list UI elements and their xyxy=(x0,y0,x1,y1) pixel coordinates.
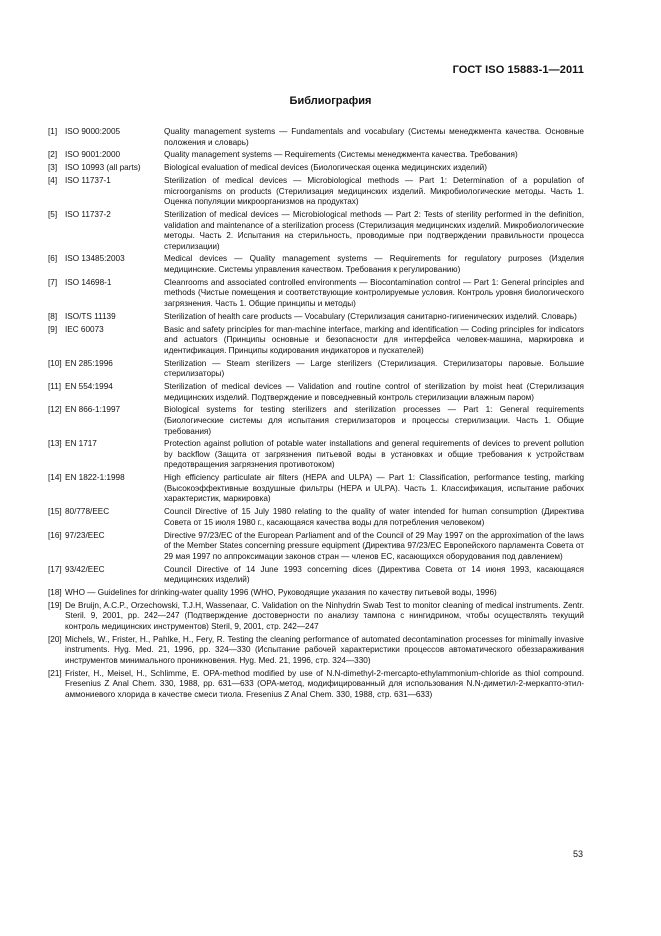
bibliography-entry xyxy=(48,531,584,563)
entry-number: [4] xyxy=(48,175,58,185)
entry-text: Sterilization of medical devices — Validation and routine control of sterilization by moist heat (Стерилизация медицинских изделий. Подтверждение и повседневный контроль стерилизации влажным паром) xyxy=(164,381,584,402)
bibliography-title: Библиография xyxy=(289,95,372,107)
bibliography-entry xyxy=(48,669,584,701)
entry-source: ISO 9000:2005 xyxy=(65,127,121,136)
entry-source: EN 554:1994 xyxy=(65,381,113,391)
entry-text: Sterilization — Steam sterilizers — Large sterilizers (Стерилизация. Стерилизаторы паровые. Большие стерилизаторы) xyxy=(164,358,584,379)
entry-number: [21] xyxy=(48,668,62,678)
bibliography-entry xyxy=(48,210,584,252)
entry-text: High efficiency particulate air filters (HEPA and ULPA) — Part 1: Classification, performance testing, marking (Высокоэффективные воздушные фильтры (HEPA и ULPA). Часть 1. Классификация, испытание рабочих характеристик, маркировка) xyxy=(164,473,584,504)
entry-number: [9] xyxy=(48,324,58,334)
entry-source: IEC 60073 xyxy=(65,324,104,334)
entry-source: 80/778/EEC xyxy=(65,507,110,517)
entry-source: EN 866-1:1997 xyxy=(65,405,121,415)
bibliography-entry xyxy=(48,163,584,174)
entry-number: [17] xyxy=(48,564,62,574)
bibliography-entry xyxy=(48,150,584,161)
entry-number: [8] xyxy=(48,311,58,321)
bibliography-entry xyxy=(48,382,584,403)
entry-number: [11] xyxy=(48,381,62,391)
entry-number: [19] xyxy=(48,600,62,610)
entry-number: [6] xyxy=(48,254,58,264)
entry-text: Quality management systems — Requirements (Системы менеджмента качества. Требования) xyxy=(164,150,518,160)
bibliography-entry xyxy=(48,601,584,633)
entry-number: [13] xyxy=(48,439,62,449)
entry-number: [2] xyxy=(48,150,58,160)
entry-source: EN 1717 xyxy=(65,439,97,449)
entry-text: Michels, W., Frister, H., Pahlke, H., Fery, R. Testing the cleaning performance of automated decontamination processes for minimally invasive instruments. Hyg. Med. 21, 1996, pp. 324—330 (Испытание рабочей характеристики процессов автоматического обеззараживания инструментов минимального проникновения. Hyg. Med. 21, 1996, стр. 324—330) xyxy=(65,634,584,665)
entry-number: [1] xyxy=(48,127,58,136)
entry-source: ISO 9001:2000 xyxy=(65,150,121,160)
entry-text: Medical devices — Quality management systems — Requirements for regulatory purposes (Изделия медицинские. Системы управления качеством. Требования к регулированию) xyxy=(164,254,584,275)
entry-text: Biological evaluation of medical devices (Биологическая оценка медицинских изделий) xyxy=(164,163,487,173)
entry-number: [7] xyxy=(48,277,58,287)
entry-source: ISO/TS 11139 xyxy=(65,311,116,321)
entry-source: ISO 11737-2 xyxy=(65,209,111,219)
bibliography-entry xyxy=(48,359,584,380)
entry-source: 93/42/EEC xyxy=(65,564,105,574)
entry-text: WHO — Guidelines for drinking-water quality 1996 (WHO, Руководящие указания по качеству питьевой воды, 1996) xyxy=(65,587,497,597)
entry-number: [15] xyxy=(48,507,62,517)
entry-text: Cleanrooms and associated controlled environments — Biocontamination control — Part 1: General principles and methods (Чистые помещения и соответствующие контролируемые условия. Контроль уровня биологического загрязнения. Часть 1. Общие принципы и методы) xyxy=(164,277,584,309)
bibliography-entry xyxy=(48,635,584,667)
entry-text: Directive 97/23/EC of the European Parliament and of the Council of 29 May 1997 on the approximation of the laws of the Member States concerning pressure equipment (Директива 97/23/ЕС Европейского парламента Совета от 29 мая 1997 по аппроксимации законов стран — членов ЕС, касающихся оборудования под давлением) xyxy=(164,530,584,561)
entry-text: Frister, H., Meisel, H., Schlimme, E. OPA-method modified by use of N.N-dimethyl-2-mercapto-ethylammonium-chloride as thiol compound. Fresenius Z Anal Chem. 330, 1988, pp. 631—633 (OPA-метод, модифицированный для использования N.N-диметил-2-меркапто-этил-аммониевого хлорида в качестве смеси тиола. Fresenius Z Anal Chem. 330, 1988, стр. 631—633) xyxy=(65,668,584,699)
entry-source: ISO 14698-1 xyxy=(65,277,112,287)
entry-source: 97/23/EEC xyxy=(65,530,105,540)
entry-text: Biological systems for testing sterilizers and sterilization processes — Part 1: General requirements (Биологические системы для испытания стерилизаторов и процессы стерилизации. Часть 1. Общие требования) xyxy=(164,405,584,436)
entry-number: [16] xyxy=(48,530,62,540)
bibliography-entry xyxy=(48,127,584,148)
entry-text: Quality management systems — Fundamentals and vocabulary (Системы менеджмента качества. Основные положения и словарь) xyxy=(164,127,584,147)
entry-source: ISO 10993 (all parts) xyxy=(65,163,141,173)
entry-number: [12] xyxy=(48,405,62,415)
page-number: 53 xyxy=(572,849,583,859)
entry-text: Council Directive of 14 June 1993 concerning dices (Директива Совета от 14 июня 1993, касающаяся медицинских изделий) xyxy=(164,564,584,585)
bibliography-entry xyxy=(48,312,584,323)
entry-number: [5] xyxy=(48,209,58,219)
bibliography-entry xyxy=(48,254,584,275)
entry-text: De Bruijn, A.C.P., Orzechowski, T.J.H, Wassenaar, C. Validation on the Ninhydrin Swab Test to monitor cleaning of medical instruments. Zentr. Steril. 9, 2001, pp. 242—247 (Подтверждение достоверности по анализу тампона с нингидрином, чтобы осуществлять текущий контроль медицинских инструментов) Steril, 9, 2001, стр. 242—247 xyxy=(65,600,584,631)
entry-text: Sterilization of health care products — Vocabulary (Стерилизация санитарно-гигиенических изделий. Словарь) xyxy=(164,311,577,321)
entry-text: Basic and safety principles for man-machine interface, marking and identification — Coding principles for indicators and actuators (Принципы основные и безопасности для интерфейса человек-машина, маркировка и идентификация. Принципы кодирования индикаторов и пускателей) xyxy=(164,324,584,355)
entry-source: ISO 11737-1 xyxy=(65,175,111,185)
bibliography-entry xyxy=(48,588,584,599)
entry-text: Protection against pollution of potable water installations and general requirements of devices to prevent pollution by backflow (Защита от загрязнения питьевой воды в установках и общие требования к устройствам предотвращения загрязнения противотоком) xyxy=(164,439,584,470)
bibliography-entry xyxy=(48,565,584,586)
bibliography-entry xyxy=(48,278,584,310)
bibliography-list xyxy=(48,127,584,703)
bibliography-entry xyxy=(48,325,584,357)
bibliography-entry xyxy=(48,176,584,208)
entry-number: [3] xyxy=(48,163,58,173)
entry-number: [14] xyxy=(48,473,62,483)
entry-text: Sterilization of medical devices — Microbiological methods — Part 2: Tests of sterility performed in the definition, validation and maintenance of a sterilization process (Стерилизация медицинских изделий. Микробиологические методы. Часть 2. Испытания на стерильность, проводимые при подтверждении правильности процесса стерилизации) xyxy=(164,209,584,251)
entry-text: Sterilization of medical devices — Microbiological methods — Part 1: Determination of a population of microorganisms on products (Стерилизация медицинских изделий. Микробиологические методы. Часть 1. Оценка популяции микроорганизмов на продуктах) xyxy=(164,175,584,207)
entry-number: [18] xyxy=(48,587,62,597)
bibliography-entry xyxy=(48,473,584,505)
entry-number: [20] xyxy=(48,634,62,644)
entry-source: EN 285:1996 xyxy=(65,358,113,368)
bibliography-entry xyxy=(48,405,584,437)
bibliography-entry xyxy=(48,439,584,471)
entry-source: EN 1822-1:1998 xyxy=(65,473,125,483)
entry-source: ISO 13485:2003 xyxy=(65,254,125,264)
entry-text: Council Directive of 15 July 1980 relating to the quality of water intended for human consumption (Директива Совета от 15 июля 1980 г., касающаяся качества воды для потребления человеком) xyxy=(164,507,584,527)
bibliography-entry xyxy=(48,507,584,528)
document-code: ГОСТ ISO 15883-1—2011 xyxy=(452,64,584,76)
entry-number: [10] xyxy=(48,358,62,368)
